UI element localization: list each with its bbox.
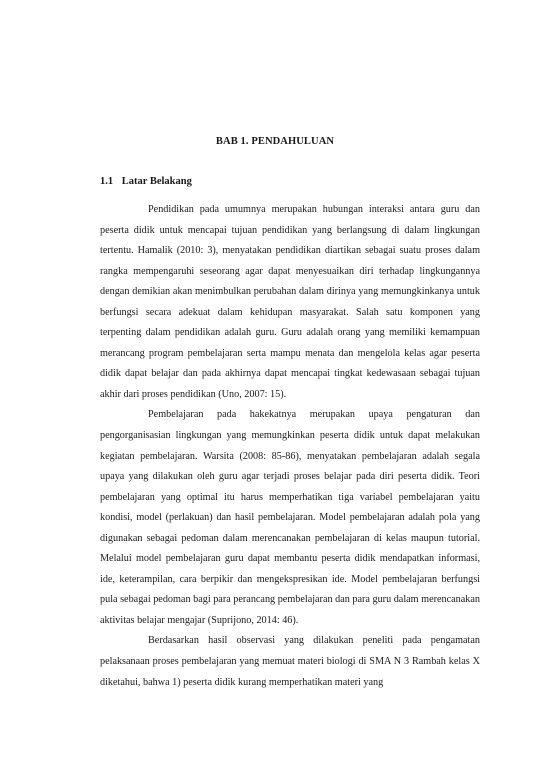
section-heading	[100, 176, 192, 187]
chapter-title: BAB 1. PENDAHULUAN	[215, 136, 335, 147]
paragraph: Pembelajaran pada hakekatnya merupakan upaya pengaturan dan pengorganisasian lingkungan yang memungkinkan peserta didik untuk dapat melakukan kegiatan pembelajaran. Warsita (2008: 85-86), menyatakan pembelajaran adalah segala upaya yang dilakukan oleh guru agar terjadi proses belajar pada diri peserta didik. Teori pembelajaran yang optimal itu harus memperhatikan tiga variabel pembelajaran yaitu kondisi, model (perlakuan) dan hasil pembelajaran. Model pembelajaran adalah pola yang digunakan sebagai pedoman dalam merencanakan pembelajaran di kelas maupun tutorial. Melalui model pembelajaran guru dapat membantu peserta didik mendapatkan informasi, ide, keterampilan, cara berpikir dan mengekspresikan ide. Model pembelajaran berfungsi pula sebagai pedoman bagi para perancang pembelajaran dan para guru dalam merencanakan aktivitas belajar mengajar (Suprijono, 2014: 46).	[100, 409, 480, 626]
section-title: Latar Belakang	[121, 176, 192, 187]
body-text	[100, 200, 480, 693]
paragraph: Berdasarkan hasil observasi yang dilakukan peneliti pada pengamatan pelaksanaan proses pembelajaran yang memuat materi biologi di SMA N 3 Rambah kelas X diketahui, bahwa 1) peserta didik kurang memperhatikan materi yang	[100, 635, 480, 688]
paragraph: Pendidikan pada umumnya merupakan hubungan interaksi antara guru dan peserta didik untuk mencapai tujuan pendidikan yang berlangsung di dalam lingkungan tertentu. Hamalik (2010: 3), menyatakan pendidikan diartikan sebagai suatu proses dalam rangka mempengaruhi seseorang agar dapat menyesuaikan diri terhadap lingkungannya dengan demikian akan menimbulkan perubahan dalam dirinya yang memungkinkanya untuk berfungsi secara adekuat dalam kehidupan masyarakat. Salah satu komponen yang terpenting dalam pendidikan adalah guru. Guru adalah orang yang memiliki kemampuan merancang program pembelajaran serta mampu menata dan mengelola kelas agar peserta didik dapat belajar dan pada akhirnya dapat mencapai tingkat kedewasaan sebagai tujuan akhir dari proses pendidikan (Uno, 2007: 15).	[100, 204, 480, 400]
section-number: 1.1	[100, 176, 114, 187]
